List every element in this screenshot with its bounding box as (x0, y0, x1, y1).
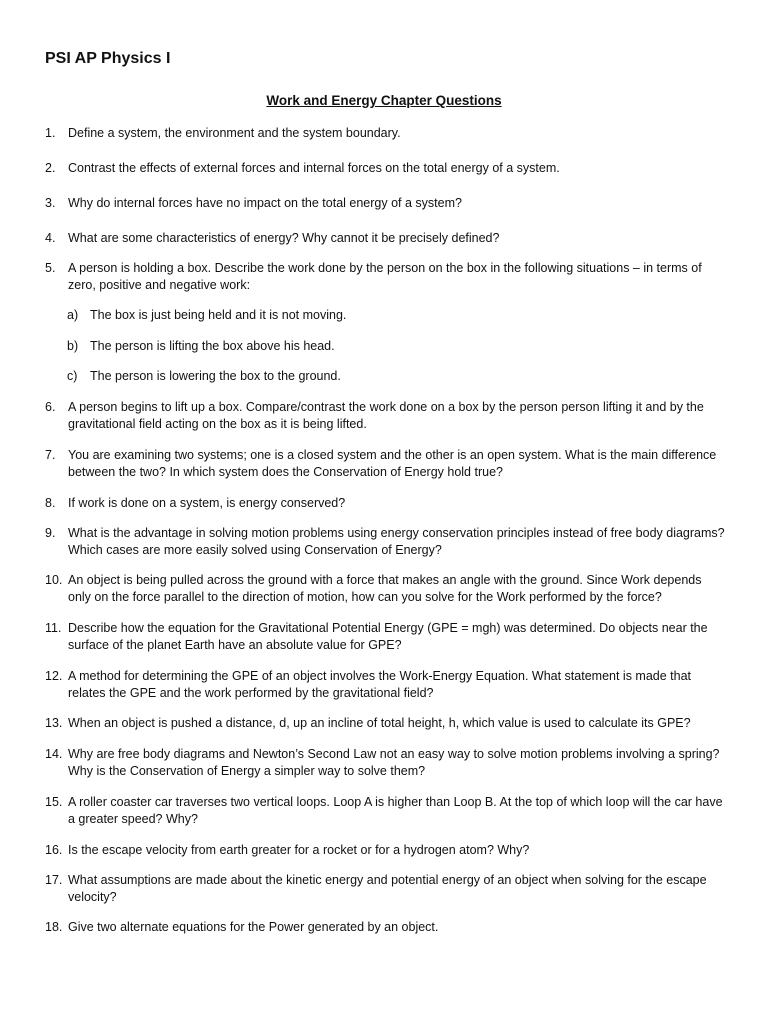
question-text: When an object is pushed a distance, d, up an incline of total height, h, which value is used to calculate its GPE? (68, 716, 691, 730)
question-number: 14. (45, 747, 63, 761)
question-item (45, 399, 725, 433)
question-item (45, 842, 725, 859)
question-text: Define a system, the environment and the system boundary. (68, 126, 401, 140)
question-text: You are examining two systems; one is a closed system and the other is an open system. What is the main difference between the two? In which system does the Conservation of Energy hold true? (68, 448, 717, 479)
question-text: A roller coaster car traverses two vertical loops. Loop A is higher than Loop B. At the top of which loop will the car have a greater speed? Why? (68, 795, 723, 826)
question-text: Contrast the effects of external forces and internal forces on the total energy of a system. (68, 161, 560, 175)
question-item (45, 525, 725, 559)
question-item (45, 668, 725, 702)
question-item (45, 195, 725, 212)
sub-question-item (67, 307, 717, 324)
question-item (45, 794, 725, 828)
question-number: 2. (45, 161, 56, 175)
question-text: What is the advantage in solving motion problems using energy conservation principles instead of free body diagrams? Which cases are more easily solved using Conservation of Energy? (68, 526, 725, 557)
question-number: 12. (45, 669, 63, 683)
sub-question-label: b) (67, 339, 79, 353)
question-number: 15. (45, 795, 63, 809)
question-item (45, 160, 725, 177)
question-item (45, 872, 725, 906)
question-text: What are some characteristics of energy? Why cannot it be precisely defined? (68, 231, 500, 245)
question-number: 8. (45, 496, 56, 510)
question-number: 18. (45, 920, 63, 934)
question-text: If work is done on a system, is energy conserved? (68, 496, 346, 510)
question-number: 5. (45, 261, 56, 275)
question-text: Why are free body diagrams and Newton’s Second Law not an easy way to solve motion problems involving a spring? Why is the Conservation of Energy a simpler way to solve them? (68, 747, 720, 778)
sub-question-label: c) (67, 369, 78, 383)
question-text: Why do internal forces have no impact on the total energy of a system? (68, 196, 462, 210)
sub-question-item (67, 368, 717, 385)
question-number: 6. (45, 400, 56, 414)
question-text: Is the escape velocity from earth greater for a rocket or for a hydrogen atom? Why? (68, 843, 530, 857)
chapter-title: Work and Energy Chapter Questions (266, 93, 502, 108)
question-item (45, 746, 725, 780)
question-number: 7. (45, 448, 56, 462)
sub-question-text: The person is lowering the box to the ground. (90, 369, 341, 383)
question-item (45, 230, 725, 247)
question-number: 16. (45, 843, 63, 857)
question-number: 4. (45, 231, 56, 245)
question-item (45, 572, 725, 606)
question-text: A person begins to lift up a box. Compare/contrast the work done on a box by the person person lifting it and by the gravitational field acting on the box as it is being lifted. (68, 400, 704, 431)
question-text: Describe how the equation for the Gravitational Potential Energy (GPE = mgh) was determined. Do objects near the surface of the planet Earth have an absolute value for GPE? (68, 621, 708, 652)
question-text: A person is holding a box. Describe the work done by the person on the box in the following situations – in terms of zero, positive and negative work: (68, 261, 702, 292)
question-item (45, 715, 725, 732)
question-number: 9. (45, 526, 56, 540)
question-text: A method for determining the GPE of an object involves the Work-Energy Equation. What statement is made that relates the GPE and the work performed by the gravitational field? (68, 669, 692, 700)
question-number: 13. (45, 716, 63, 730)
question-item (45, 495, 725, 512)
sub-question-item (67, 338, 717, 355)
question-text: What assumptions are made about the kinetic energy and potential energy of an object when solving for the escape velocity? (68, 873, 707, 904)
question-item (45, 447, 725, 481)
question-number: 11. (45, 621, 62, 635)
sub-question-text: The box is just being held and it is not moving. (90, 308, 347, 322)
sub-question-label: a) (67, 308, 79, 322)
question-text: An object is being pulled across the ground with a force that makes an angle with the ground. Since Work depends only on the force parallel to the direction of motion, how can you solve for the Work performed by the force? (68, 573, 702, 604)
question-number: 1. (45, 126, 56, 140)
question-number: 17. (45, 873, 63, 887)
question-item (45, 260, 725, 294)
question-text: Give two alternate equations for the Power generated by an object. (68, 920, 439, 934)
question-item (45, 620, 725, 654)
course-title: PSI AP Physics I (45, 50, 171, 67)
question-item (45, 919, 725, 936)
question-number: 10. (45, 573, 63, 587)
sub-question-text: The person is lifting the box above his head. (90, 339, 335, 353)
question-item (45, 125, 725, 142)
question-number: 3. (45, 196, 56, 210)
